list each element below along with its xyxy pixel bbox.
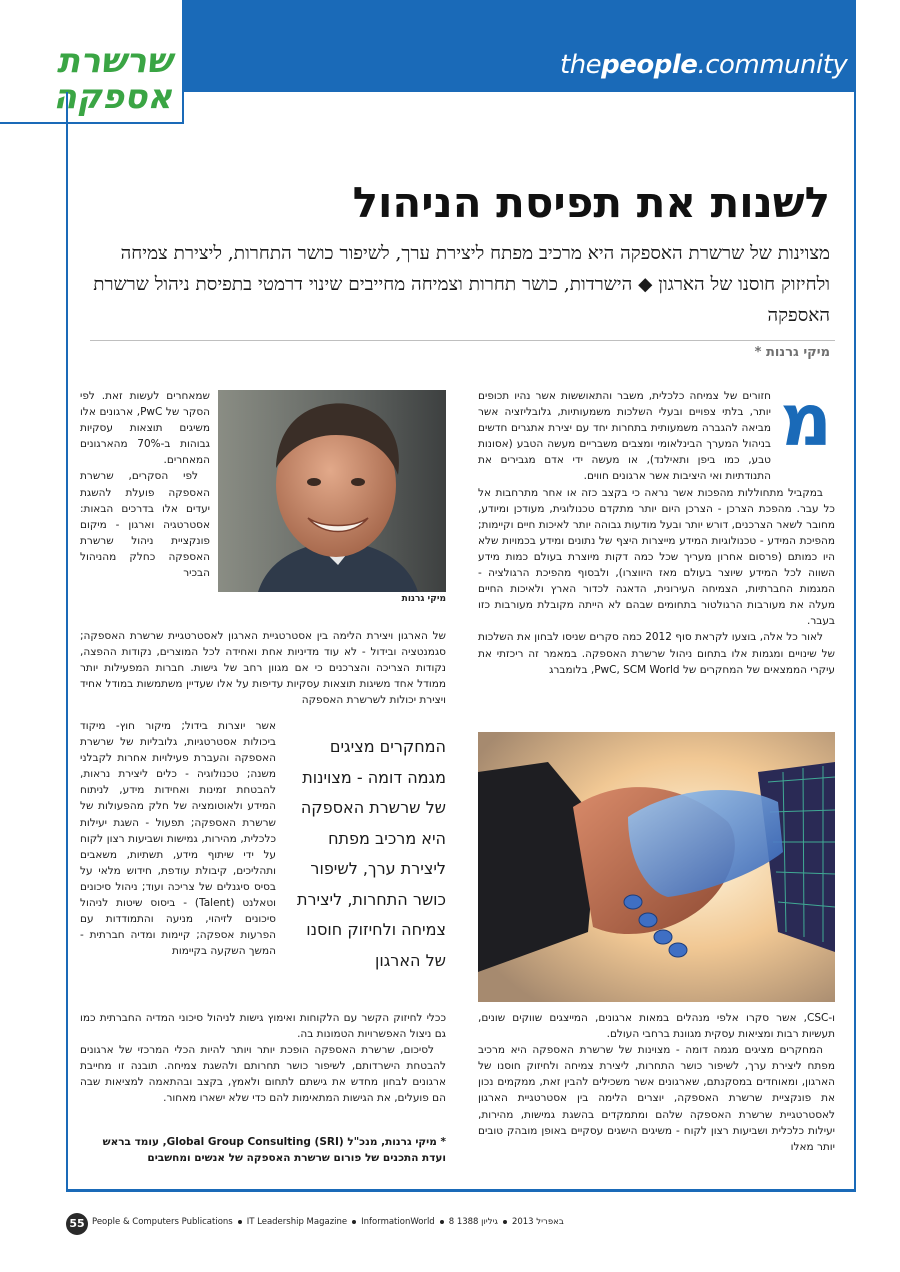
right-column-top — [478, 378, 835, 678]
footer-item: גיליון 1388 — [456, 1217, 498, 1227]
paragraph: המחקרים מציגים מגמה דומה - מצוינות של שרשרת האספקה היא מרכיב מפתח ליצירת ערך, לשיפור כושר התחרות, ליצירת צמיחה ולחיזוק חוסנו של הארגון, ומאוחדים במסקנתם, שארגונים אשר משכילים להבין זאת, ממקמים נכון את פונקציית שרשרת האספקה, יוצרים הלימה בין אסטרטגיית הארגון לאסטרטגיית שרשרת האספקה שלהם ומתמקדים בהשגת גמישות, מהירות, יעילות כלכלית ושביעות רצון לקוח - משיגים הישגים עסקיים באופן מובהק טובים יותר מאלו — [478, 1044, 835, 1153]
paragraph: לפי הסקרים, שרשרת האספקה פועלת להשגת יעדים אלו בדרכים הבאות: אסטרטגיה וארגון - מיקום פונקציית ניהול שרשרת האספקה כחלק מהניהול הבכיר — [80, 470, 210, 580]
paragraph: ככלי לחיזוק הקשר עם הלקוחות ואימוץ גישות לניהול סיכוני המדיה החברתית כמו גם ניצול האפשרויות הטמונות בה. — [80, 1012, 446, 1041]
magazine-logo — [560, 50, 860, 86]
left-column-narrow-2 — [80, 718, 276, 959]
right-column-bottom — [478, 1010, 835, 1155]
page-number: 55 — [66, 1213, 88, 1235]
section-title-line1: שרשרת — [56, 41, 172, 81]
divider — [90, 340, 835, 341]
author-portrait — [218, 390, 446, 592]
footer-item: InformationWorld — [361, 1217, 435, 1227]
paragraph: לאור כל אלה, בוצעו לקראת סוף 2012 כמה סקרים שניסו לבחון את השלכות של שינויים ומגמות אלו בתחום ניהול שרשרת האספקה. במאמר זה ריכזתי את עיקרי הממצאים של המחקרים של PwC, SCM World, בלומברג — [478, 631, 835, 676]
photo-caption: מיקי גרנות — [401, 594, 446, 604]
bullet-icon — [352, 1220, 356, 1224]
author-note: * מיקי גרנות, מנכ"ל Global Group Consulting (SRI), עומד בראש ועדת התכנים של פורום שרשרת האספקה של אנשים ומחשבים — [102, 1136, 446, 1164]
section-title-line2: אספקה — [53, 77, 172, 117]
page-footer — [66, 1213, 856, 1235]
footer-item: IT Leadership Magazine — [246, 1217, 348, 1227]
handshake-illustration — [478, 732, 835, 1002]
paragraph: במקביל מתחוללות מהפכות אשר נראה כי בקצב כזה או אחר מתרחבות אל כל עבר. מהפכת הצרכן - הצרכן היום יותר מתקדם טכנולוגית, מעודכן ומיודע, מחובר לשאר הצרכנים, דורש יותר ובעל מודעות גבוהה יותר לאיכות חיים וקיימות; מהפיכת המידע - טכנולוגיות המידע מייצרות היצף של נתונים ומידע בכמויות שלא היו כמותם (פרסום אחרון מעריך שכל כמה דקות מיוצרת בעולם כמות מידע השווה לכל המידע שיוצר בעולם מאז היווצרו), ולבסוף מהפיכת הרגולציה - המגמות החברתיות, הצמיחה העירונית, הדאגה לכדור הארץ ולאיכות החיים מעלה את מעורבות הרגולטור בתחומים שבהם לא הייתה מקובלת מעורבות כזו בעבר. — [478, 486, 835, 628]
article-subhead: מצוינות של שרשרת האספקה היא מרכיב מפתח ליצירת ערך, לשיפור כושר התחרות, ליצירת צמיחה ולחיזוק חוסנו של הארגון ◆ הישרדות, כושר תחרות וצמיחה מחייבים שינוי דרמטי בתפיסת ניהול שרשרת האספקה — [93, 243, 830, 326]
dropcap: מ — [779, 378, 833, 462]
paragraph: שמאחרים לעשות זאת. לפי הסקר של PwC, ארגונים אלו משיגים תוצאות עסקיות גבוהות ב-70% מהארגונים המאחרים. — [80, 390, 210, 467]
byline: מיקי גרנות * — [754, 345, 830, 360]
paragraph: לסיכום, שרשרת האספקה הופכת יותר ויותר להיות הכלי המרכזי של ארגונים להבטחת הישרדותם, לשיפור כושר תחרותם ולהשגת צמיחה. תובנה זו מחייבת ארגונים לבחון מחדש את גישתם לתחום ולאמץ, בקצב ובהתאמה למציאות שבה הם פועלים, את הגישות המתאימות להם כדי שלא ישארו מאחור. — [80, 1044, 446, 1105]
author-photo — [218, 390, 446, 592]
pull-quote: המחקרים מציגים מגמה דומה - מצוינות של שרשרת האספקה היא מרכיב מפתח ליצירת ערך, לשיפור כושר התחרות, ליצירת צמיחה ולחיזוק חוסנו של הארגון — [296, 737, 446, 970]
article-headline: לשנות את תפיסת הניהול — [352, 178, 830, 227]
logo-the: the — [560, 50, 602, 80]
paragraph: ו-CSC, אשר סקרו אלפי מנהלים במאות ארגונים, המייצגים שווקים שונים, תעשיות רבות ומציאות עסקית מגוונת ברחבי העולם. — [478, 1012, 835, 1041]
left-column-narrow — [80, 388, 210, 581]
footer-item: People & Computers Publications — [92, 1217, 233, 1227]
footer-credits — [92, 1217, 564, 1227]
paragraph: אשר יוצרות בידול; מיקור חוץ- מיקוד ביכולות אסטרטגיות, גלובליות של שרשרת האספקה והעברת פעילויות אחרות לקבלני משנה; טכנולוגיה - כלים ליצירת נראות, להבטחת זמינות ואחידות מידע, לניתוח המידע ולאוטומציה של חלק מהפעולות של שרשרת האספקה; תפעול - השגת יעילות כלכלית, מהירות, גמישות ושביעות רצון לקוח על ידי שיתוף מידע, תשתיות, משאבים ותהליכים, קיבולת עודפת, חידוש מלאי על בסיס סיגנלים של צריכה ועוד; ניהול סיכונים וטאלנט (Talent) - ביסוס שיטות לניהול סיכונים לזיהוי, מניעה והתמודדות עם הפרעות אספקה; קיימות ומדיה חברתית - המשך השקעה בקיימות — [80, 720, 276, 958]
paragraph: של הארגון ויצירת הלימה בין אסטרטגיית הארגון לאסטרטגיית שרשרת האספקה; סגמנטציה ובידול - לא עוד מדיניות אחת ואחידה לכל המוצרים, נקודות ההפצה, נקודות הצריכה והצרכנים כי אם מגוון רחב של גישות. חברות המפעילות יותר ממודל אחד משיגות תוצאות עסקיות עדיפות על אלו שעדיין משתמשות במודל אחיד ויצירת יכולות לשרשרת האספקה — [80, 630, 446, 707]
logo-community: .community — [697, 50, 848, 80]
left-column-wide — [80, 628, 446, 708]
bullet-icon — [503, 1220, 507, 1224]
bullet-icon — [440, 1220, 444, 1224]
footer-item: 8 באפריל 2013 — [448, 1217, 564, 1227]
logo-people: people — [601, 50, 698, 80]
handshake-image — [478, 732, 835, 1002]
left-column-bottom — [80, 1010, 446, 1107]
paragraph: חזורים של צמיחה כלכלית, משבר והתאוששות אשר נהיו תכופים יותר, בלתי צפויים ובעלי השלכות משמעותיות, גלובליזציה אשר מביאה להגברה משמעותית בתחרות יחד עם יצירת אתגרים חדשים בניהול המערך הבינלאומי ומצבים משבריים מעשה הטבע (אסונות טבע, כמו ביפן ותאילנד), או מעשה ידי אדם מגבירים את התנודתיות ואי היציבות אשר ארגונים חווים. — [478, 390, 771, 483]
bullet-icon — [238, 1220, 242, 1224]
